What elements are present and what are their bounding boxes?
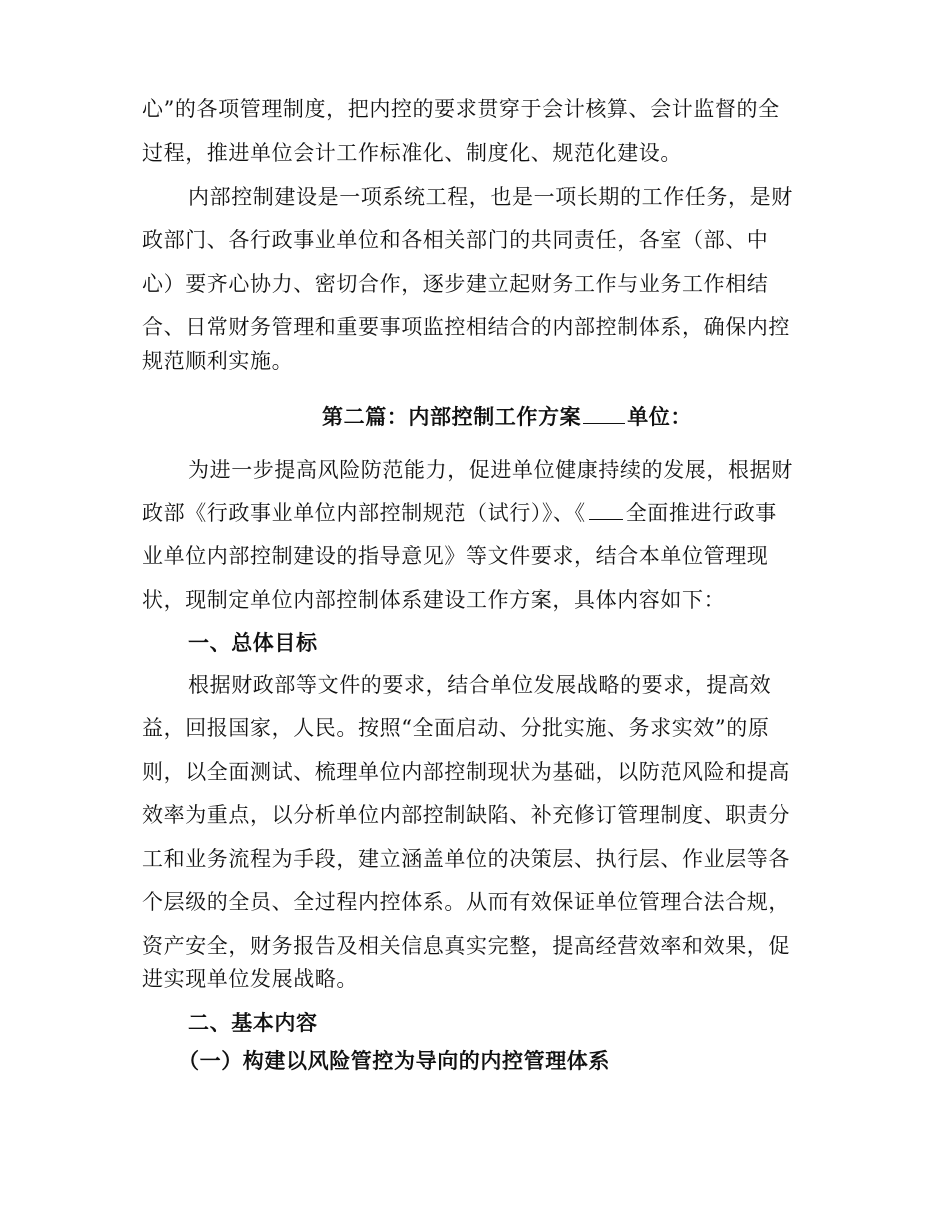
- heading-overall-goal: 一、总体目标: [188, 630, 318, 655]
- paragraph-line: 心”的各项管理制度，把内控的要求贯穿于会计核算、会计监督的全: [142, 97, 780, 121]
- paragraph-line: 效率为重点，以分析单位内部控制缺陷、补充修订管理制度、职责分: [142, 803, 790, 827]
- paragraph-text: 政部《行政事业单位内部控制规范（试行）》、《: [142, 501, 586, 525]
- paragraph-line: 进实现单位发展战略。: [142, 967, 358, 991]
- heading-basic-content: 二、基本内容: [188, 1010, 318, 1035]
- paragraph-line: 过程，推进单位会计工作标准化、制度化、规范化建设。: [142, 141, 682, 165]
- paragraph-line: 合、日常财务管理和重要事项监控相结合的内部控制体系，确保内控: [142, 315, 790, 339]
- paragraph-line: [142, 500, 777, 526]
- paragraph-line: 资产安全，财务报告及相关信息真实完整，提高经营效率和效果，促: [142, 934, 790, 958]
- section-title-main: 第二篇：内部控制工作方案: [322, 404, 582, 429]
- paragraph-line: 政部门、各行政事业单位和各相关部门的共同责任，各室（部、中: [142, 228, 769, 252]
- paragraph-line: 为进一步提高风险防范能力，促进单位健康持续的发展，根据财: [188, 458, 793, 482]
- section-title: [322, 404, 692, 430]
- paragraph-line: 个层级的全员、全过程内控体系。从而有效保证单位管理合法合规，: [142, 890, 790, 914]
- paragraph-line: 工和业务流程为手段，建立涵盖单位的决策层、执行层、作业层等各: [142, 847, 790, 871]
- paragraph-line: 内部控制建设是一项系统工程，也是一项长期的工作任务，是财: [188, 185, 793, 209]
- paragraph-line: 益，回报国家，人民。按照“全面启动、分批实施、务求实效”的原: [142, 716, 770, 740]
- paragraph-line: 规范顺利实施。: [142, 349, 294, 373]
- paragraph-line: 心）要齐心协力、密切合作，逐步建立起财务工作与业务工作相结: [142, 272, 769, 296]
- paragraph-line: 业单位内部控制建设的指导意见》等文件要求，结合本单位管理现: [142, 544, 769, 568]
- paragraph-line: 则，以全面测试、梳理单位内部控制现状为基础，以防范风险和提高: [142, 760, 790, 784]
- paragraph-text: 全面推进行政事: [625, 501, 777, 525]
- section-title-unit: 单位：: [627, 404, 693, 429]
- heading-subsection: （一）构建以风险管控为导向的内控管理体系: [178, 1048, 610, 1073]
- text-blank: [589, 501, 623, 520]
- title-blank: [583, 405, 625, 424]
- paragraph-line: 根据财政部等文件的要求，结合单位发展战略的要求，提高效: [188, 673, 772, 697]
- paragraph-line: 状，现制定单位内部控制体系建设工作方案，具体内容如下：: [142, 588, 726, 612]
